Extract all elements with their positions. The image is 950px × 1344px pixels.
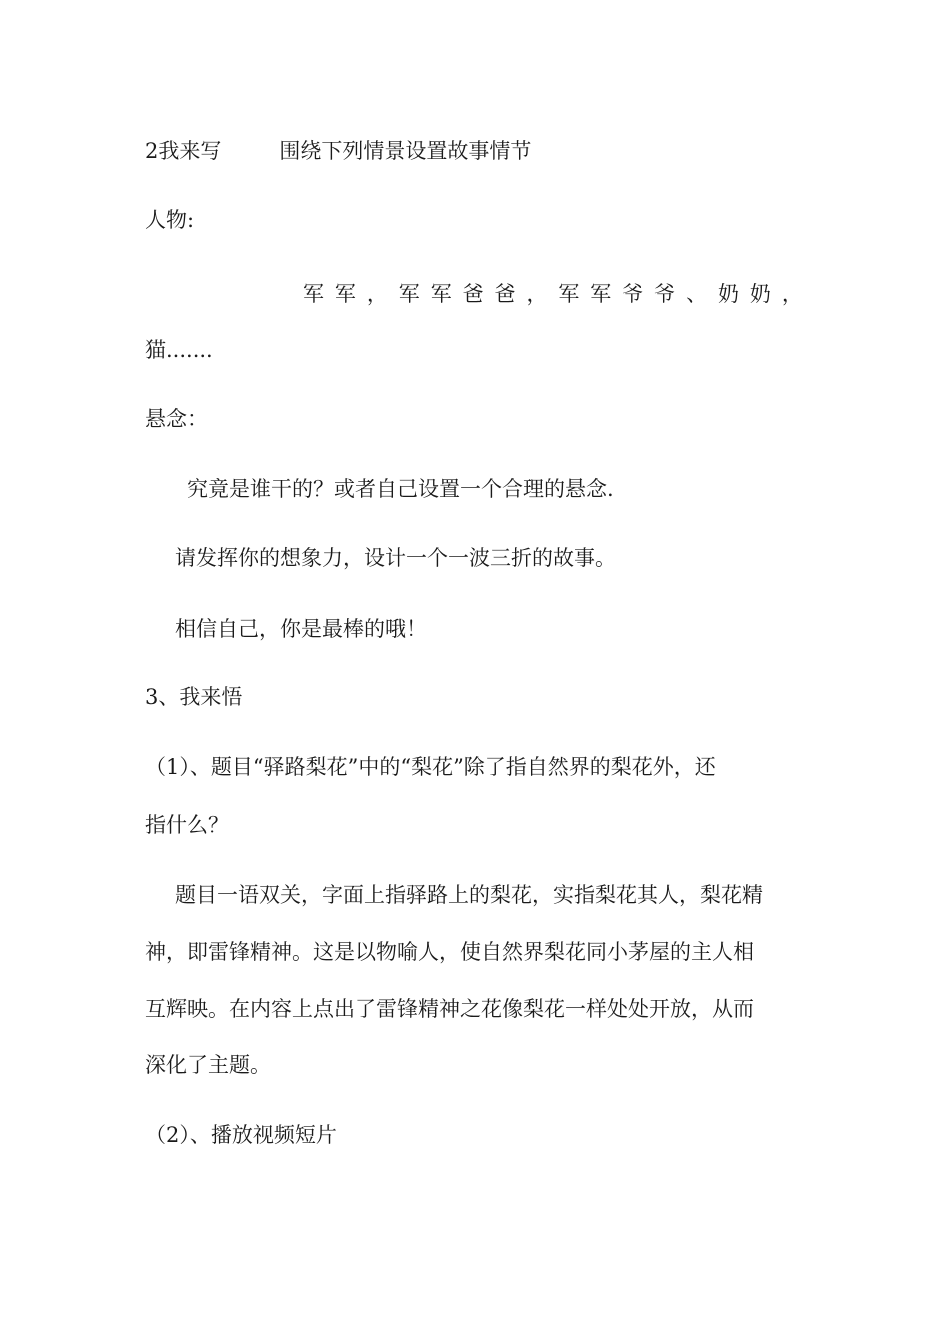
character-char: 军: [430, 282, 452, 306]
character-char: 、: [686, 282, 708, 306]
character-char: 奶: [749, 282, 771, 306]
section-3-heading: 3、我来悟: [145, 685, 243, 709]
section-number: 2: [145, 139, 159, 163]
character-char: 军: [558, 282, 580, 306]
answer-line-1: 题目一语双关，字面上指驿路上的梨花，实指梨花其人，梨花精: [175, 883, 763, 907]
character-char: 爷: [622, 282, 644, 306]
character-char: ，: [366, 282, 388, 306]
character-char: ，: [526, 282, 548, 306]
character-char: 军: [398, 282, 420, 306]
imagination-prompt: 请发挥你的想象力，设计一个一波三折的故事。: [175, 546, 616, 570]
section-title: 我来写: [158, 139, 222, 163]
question-1-line-1: （1）、题目“驿路梨花”中的“梨花”除了指自然界的梨花外，还: [145, 755, 716, 779]
character-char: 爸: [494, 282, 516, 306]
character-char: 爸: [462, 282, 484, 306]
section-2-heading: [145, 137, 805, 165]
character-char: 军: [334, 282, 356, 306]
character-char: 爷: [654, 282, 676, 306]
characters-label: 人物:: [145, 208, 195, 232]
answer-line-4: 深化了主题。: [145, 1053, 271, 1077]
characters-list: [303, 280, 803, 308]
question-1-line-2: 指什么？: [145, 813, 229, 837]
encouragement: 相信自己，你是最棒的哦！: [175, 617, 427, 641]
character-char: ，: [781, 282, 803, 306]
section-subtitle: 围绕下列情景设置故事情节: [279, 139, 532, 163]
character-char: 军: [303, 282, 324, 306]
suspense-text: 究竟是谁干的？或者自己设置一个合理的悬念.: [187, 477, 614, 501]
suspense-label: 悬念：: [145, 407, 208, 431]
answer-line-2: 神，即雷锋精神。这是以物喻人，使自然界梨花同小茅屋的主人相: [145, 940, 754, 964]
character-char: 军: [590, 282, 612, 306]
answer-line-3: 互辉映。在内容上点出了雷锋精神之花像梨花一样处处开放，从而: [145, 997, 754, 1021]
characters-continued: 猫.......: [145, 338, 213, 362]
character-char: 奶: [717, 282, 739, 306]
question-2: （2）、播放视频短片: [145, 1123, 337, 1147]
